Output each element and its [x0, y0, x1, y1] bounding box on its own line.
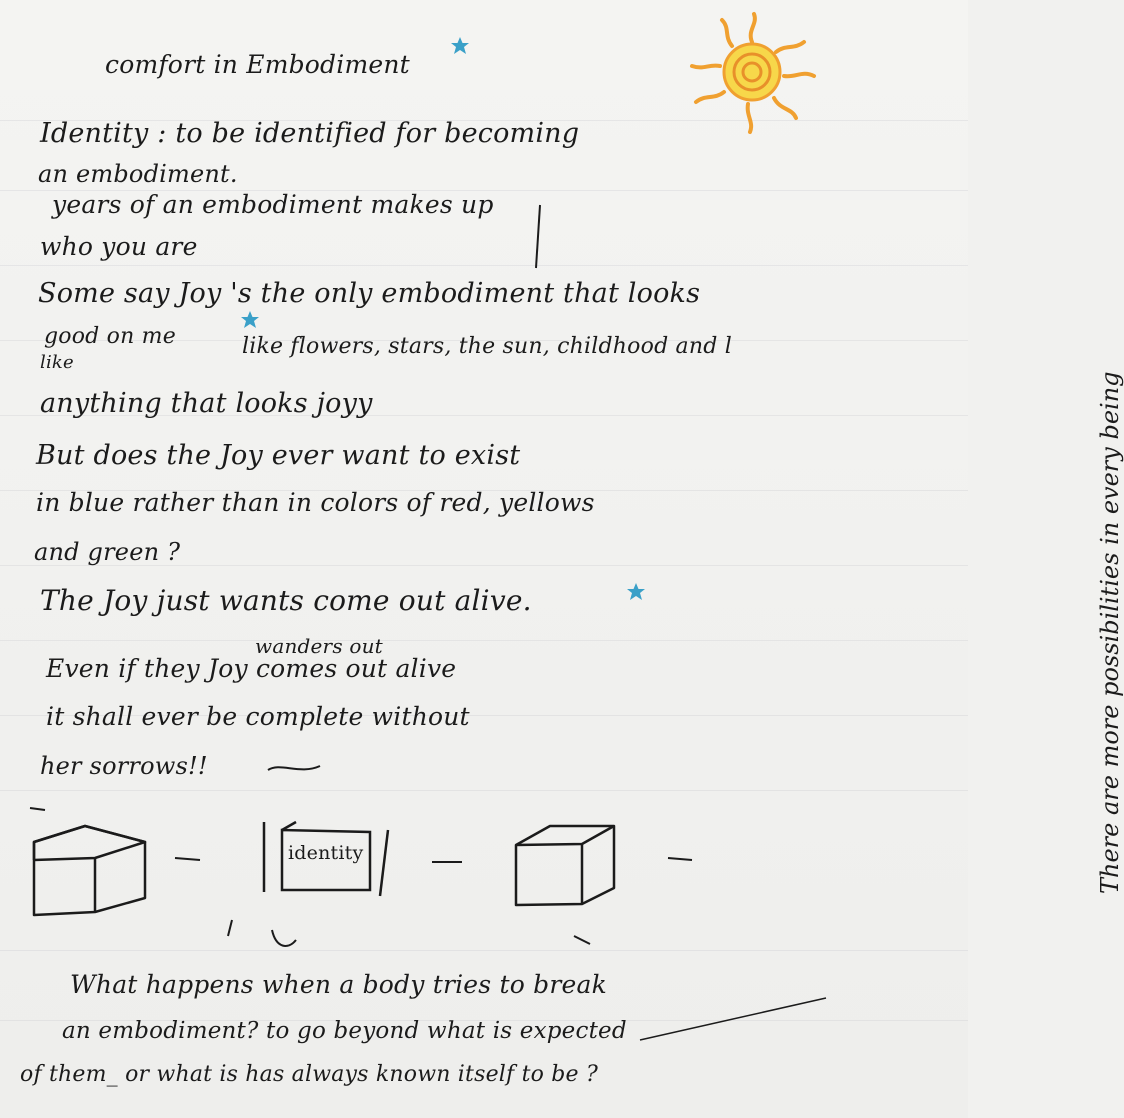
identity-box-label: identity: [288, 842, 364, 864]
pen-mark: [574, 936, 590, 944]
star-icon: [627, 583, 645, 600]
text-line: and green ?: [34, 538, 181, 566]
side-note: There are more possibilities in every being: [1096, 371, 1124, 894]
text-line: The Joy just wants come out alive.: [40, 584, 532, 617]
question-line: What happens when a body tries to break: [70, 970, 607, 999]
cube-drawing: [34, 826, 145, 915]
cube-drawing: [516, 826, 614, 905]
text-line: Some say Joy 's the only embodiment that looks: [38, 278, 701, 309]
sun-icon: [692, 14, 814, 132]
pen-mark: [640, 998, 826, 1040]
pen-mark: [30, 808, 45, 810]
scribble: [268, 766, 320, 770]
text-line: an embodiment.: [38, 160, 238, 188]
pen-mark: [536, 205, 540, 268]
dash: [668, 858, 692, 860]
text-line: her sorrows!!: [40, 752, 208, 780]
page-title: comfort in Embodiment: [105, 50, 410, 79]
text-line: it shall ever be complete without: [46, 702, 470, 731]
pen-mark: [272, 930, 296, 946]
text-line: in blue rather than in colors of red, yellows: [36, 488, 595, 517]
text-line: years of an embodiment makes up: [52, 190, 494, 219]
text-line: anything that looks joyy: [40, 388, 373, 419]
text-line: Even if they Joy comes out alive: [46, 654, 457, 683]
question-line: of them_ or what is has always known itself to be ?: [20, 1062, 598, 1087]
text-line: Identity : to be identified for becoming: [40, 118, 580, 149]
insertion-note: wanders out: [255, 634, 383, 658]
pen-mark: [228, 920, 232, 936]
star-icon: [451, 37, 469, 54]
dash: [175, 858, 200, 860]
star-icon: [241, 311, 259, 328]
text-line: But does the Joy ever want to exist: [36, 440, 521, 471]
text-line: like: [40, 352, 74, 373]
text-line: good on me: [44, 324, 176, 349]
question-line: an embodiment? to go beyond what is expected: [62, 1018, 627, 1044]
text-line: like flowers, stars, the sun, childhood and l: [242, 334, 732, 359]
text-line: who you are: [40, 232, 198, 261]
